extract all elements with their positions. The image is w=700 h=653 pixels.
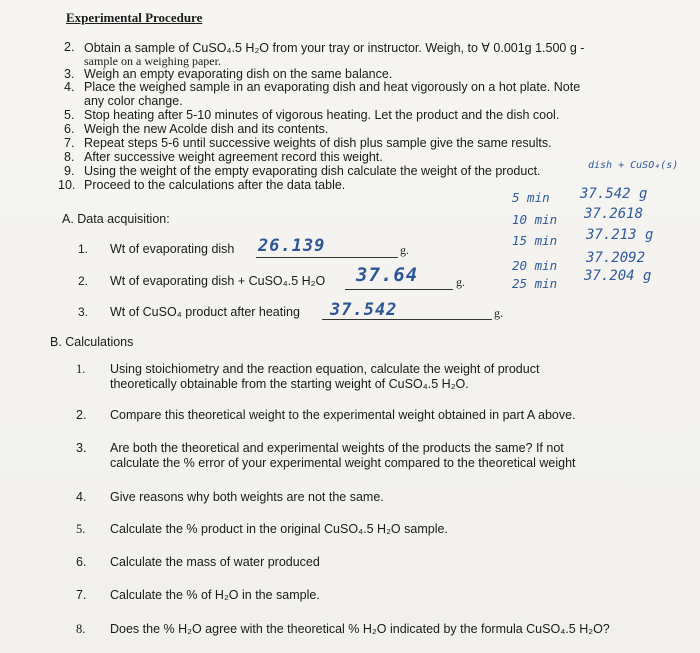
unit-label: g. bbox=[456, 275, 465, 289]
item-text: calculate the % error of your experimental weight compared to the theoretical weight bbox=[110, 456, 576, 470]
item-number: 4. bbox=[76, 490, 87, 504]
answer-line bbox=[345, 289, 453, 290]
item-text: Are both the theoretical and experimental weights of the products the same? If not bbox=[110, 441, 564, 455]
step-text: any color change. bbox=[84, 94, 183, 108]
log-time: 5 min bbox=[512, 190, 550, 205]
row-number: 2. bbox=[78, 274, 89, 288]
item-number: 5. bbox=[76, 522, 86, 536]
log-time: 25 min bbox=[512, 276, 558, 291]
answer-line bbox=[256, 257, 398, 258]
section-b-heading: B. Calculations bbox=[50, 335, 134, 349]
item-text: Calculate the % of H₂O in the sample. bbox=[110, 588, 320, 602]
item-number: 7. bbox=[76, 588, 87, 602]
step-number: 7. bbox=[64, 136, 75, 150]
step-text: Weigh the new Acolde dish and its contents. bbox=[84, 122, 329, 136]
unit-label: g. bbox=[494, 306, 503, 320]
handwritten-log-header: dish + CuSO₄(s) bbox=[588, 160, 679, 171]
step-text: Using the weight of the empty evaporating dish calculate the weight of the product. bbox=[84, 164, 541, 178]
page-title: Experimental Procedure bbox=[66, 10, 203, 25]
step-number: 6. bbox=[64, 122, 75, 136]
step-text: Place the weighed sample in an evaporating dish and heat vigorously on a hot plate. Note bbox=[84, 80, 581, 94]
item-number: 6. bbox=[76, 555, 87, 569]
row-label: Wt of evaporating dish bbox=[110, 242, 235, 256]
item-text: Give reasons why both weights are not the same. bbox=[110, 490, 384, 504]
step-text: Obtain a sample of CuSO₄.5 H₂O from your tray or instructor. Weigh, to ∀ 0.001g 1.500 g - bbox=[84, 41, 585, 55]
item-text: theoretically obtainable from the starting weight of CuSO₄.5 H₂O. bbox=[110, 377, 469, 391]
item-number: 2. bbox=[76, 408, 87, 422]
step-number: 10. bbox=[58, 178, 76, 192]
log-time: 10 min bbox=[512, 212, 558, 227]
log-value: 37.213 g bbox=[586, 227, 654, 243]
row-number: 3. bbox=[78, 305, 89, 319]
item-number: 8. bbox=[76, 622, 86, 636]
step-text: Proceed to the calculations after the data table. bbox=[84, 178, 346, 192]
item-text: Compare this theoretical weight to the experimental weight obtained in part A above. bbox=[110, 408, 576, 422]
section-a-heading: A. Data acquisition: bbox=[62, 212, 170, 226]
item-text: Using stoichiometry and the reaction equation, calculate the weight of product bbox=[110, 362, 540, 376]
handwritten-value: 37.542 bbox=[330, 300, 398, 320]
item-number: 3. bbox=[76, 441, 87, 455]
step-number: 8. bbox=[64, 150, 75, 164]
log-value: 37.2618 bbox=[584, 206, 644, 222]
step-text: Weigh an empty evaporating dish on the same balance. bbox=[84, 67, 393, 81]
step-text: Stop heating after 5-10 minutes of vigorous heating. Let the product and the dish cool. bbox=[84, 108, 560, 122]
row-number: 1. bbox=[78, 242, 89, 256]
step-number: 9. bbox=[64, 164, 75, 178]
row-label: Wt of evaporating dish + CuSO₄.5 H₂O bbox=[110, 274, 326, 288]
item-text: Calculate the mass of water produced bbox=[110, 555, 320, 569]
step-text: After successive weight agreement record this weight. bbox=[84, 150, 383, 164]
log-time: 20 min bbox=[512, 258, 558, 273]
log-value: 37.2092 bbox=[586, 250, 646, 266]
handwritten-value: 26.139 bbox=[258, 236, 326, 256]
row-label: Wt of CuSO₄ product after heating bbox=[110, 305, 300, 319]
step-number: 4. bbox=[64, 80, 75, 94]
step-number: 3. bbox=[64, 67, 75, 81]
unit-label: g. bbox=[400, 243, 409, 257]
log-value: 37.542 g bbox=[580, 186, 648, 202]
item-number: 1. bbox=[76, 362, 86, 376]
step-number: 2. bbox=[64, 40, 75, 54]
step-number: 5. bbox=[64, 108, 75, 122]
log-value: 37.204 g bbox=[584, 268, 652, 284]
step-text: Repeat steps 5-6 until successive weights of dish plus sample give the same results. bbox=[84, 136, 552, 150]
log-time: 15 min bbox=[512, 233, 558, 248]
item-text: Calculate the % product in the original CuSO₄.5 H₂O sample. bbox=[110, 522, 448, 536]
step-text: sample on a weighing paper. bbox=[84, 54, 221, 68]
item-text: Does the % H₂O agree with the theoretical % H₂O indicated by the formula CuSO₄.5 H₂O? bbox=[110, 622, 610, 636]
handwritten-value: 37.64 bbox=[356, 264, 419, 286]
